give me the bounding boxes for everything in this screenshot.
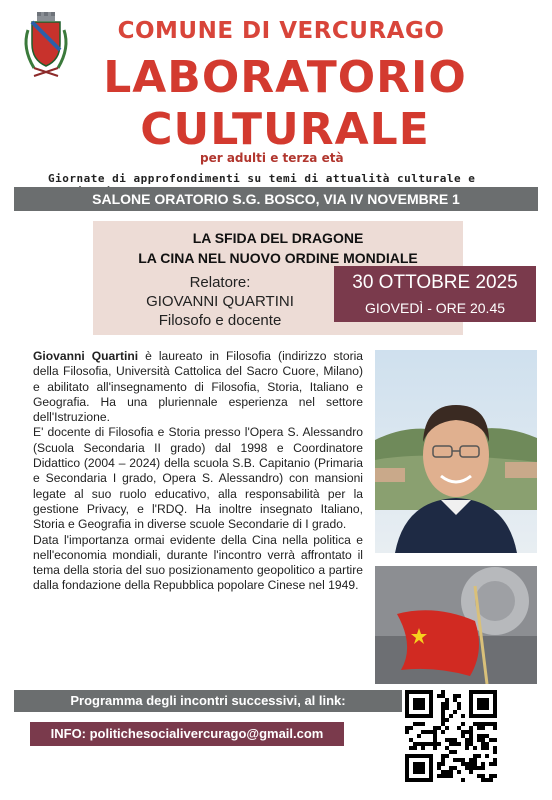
tagline: Giornate di approfondimenti su temi di attualità culturale e (48, 172, 476, 185)
speaker-label: Relatore: (189, 274, 251, 291)
bio-paragraph-1: è laureato in Filosofia (indirizzo storia della Filosofia, Università Cattolica del Sacro Cuore, Milano) e abilitato all'insegnamento di Filosofia, Storia, Italiano e Geografia. Ha una pluriennale esperienza nel settore dell'Istruzione. (33, 349, 364, 425)
qr-code[interactable] (405, 690, 497, 782)
program-link-bar: Programma degli incontri successivi, al link: (14, 690, 402, 712)
talk-title-line-1: LA SFIDA DEL DRAGONE (192, 230, 364, 246)
speaker-name: GIOVANNI QUARTINI (146, 293, 294, 310)
talk-title-line-2: LA CINA NEL NUOVO ORDINE MONDIALE (138, 250, 418, 266)
china-flag-photo (375, 566, 537, 684)
info-email[interactable]: INFO: politichesocialivercurago@gmail.com (30, 722, 344, 746)
speaker-photo (375, 350, 537, 553)
municipal-crest (18, 10, 74, 82)
event-date: 30 OTTOBRE 2025 (352, 272, 518, 293)
speaker-bio-name: Giovanni Quartini (33, 349, 139, 363)
speaker-bio (33, 349, 363, 594)
location-bar: SALONE ORATORIO S.G. BOSCO, VIA IV NOVEMBRE 1 (14, 187, 538, 211)
title-line-2: CULTURALE (140, 104, 430, 155)
comune-name: COMUNE DI VERCURAGO (117, 18, 445, 44)
speaker-role: Filosofo e docente (158, 312, 282, 329)
subtitle: per adulti e terza età (200, 151, 344, 165)
description-paragraph: Data l'importanza ormai evidente della Cina nella politica e nell'economia mondiali, durante l'incontro verrà affrontato il tema della storia del suo posizionamento geopolitico a partire dalla fondazione della Repubblica popolare Cinese nel 1949. (33, 532, 363, 593)
speaker-block (135, 273, 305, 330)
title-line-1: LABORATORIO (103, 52, 467, 103)
event-time: GIOVEDÌ - ORE 20.45 (364, 300, 506, 316)
bio-paragraph-2: E' docente di Filosofia e Storia presso l'Opera S. Alessandro (Scuola Secondaria II grado) dal 1998 e Coordinatore Didattico (2004 – 2024) della scuola S.B. Capitanio (Primaria e Secondaria I grado, Opera S. Alessandro) con mansioni legate al suo ruolo educativo, alla responsabilità per la gestione Privacy, e l'RDQ. Ha inoltre insegnato Italiano, Storia e Geografia in diverse scuole Secondarie di I grado. (33, 425, 363, 532)
